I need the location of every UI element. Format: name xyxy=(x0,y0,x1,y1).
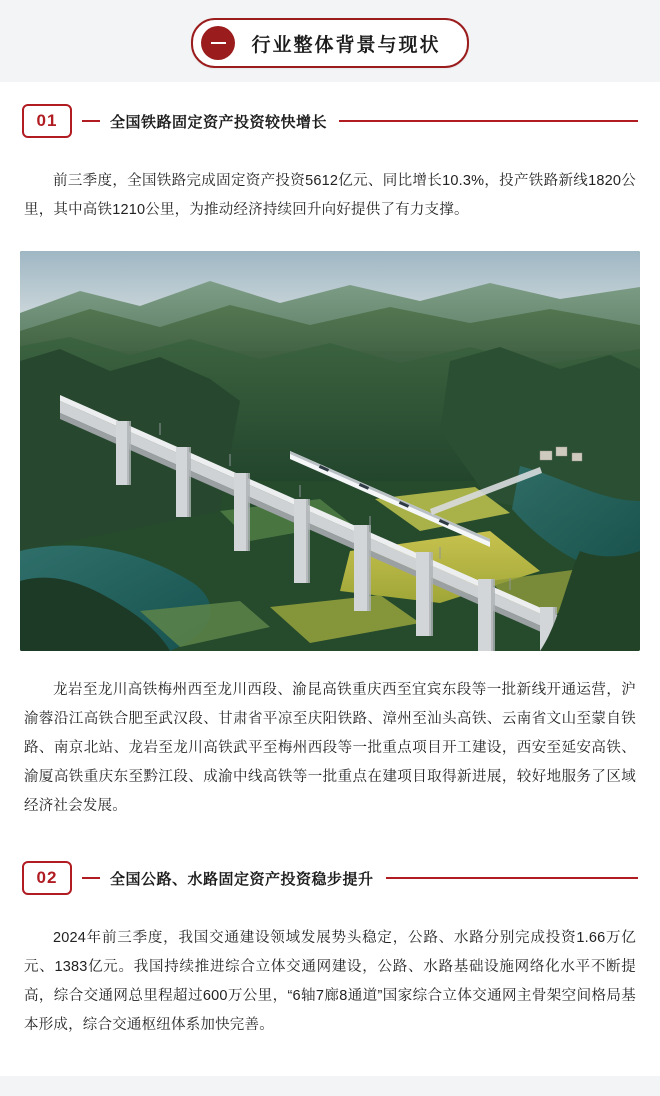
section-title: 全国公路、水路固定资产投资稳步提升 xyxy=(110,870,374,888)
section-number: 01 xyxy=(22,104,72,138)
dash-icon xyxy=(201,26,235,60)
section-divider xyxy=(82,877,100,879)
content-card xyxy=(0,82,660,1076)
section-01-image-wrap xyxy=(0,243,660,655)
section-header-01 xyxy=(0,82,660,142)
railway-bridge-photo xyxy=(20,251,640,651)
section-02-paragraph-1: 2024年前三季度，我国交通建设领域发展势头稳定，公路、水路分别完成投资1.66万亿元、1383亿元。我国持续推进综合立体交通网建设，公路、水路基础设施网络化水平不断提高，综合交通网总里程超过600万公里，“6轴7廊8通道”国家综合立体交通网主骨架空间格局基本形成，综合交通枢纽体系加快完善。 xyxy=(24,929,636,1033)
page-title-banner xyxy=(0,0,660,82)
section-divider-tail xyxy=(386,877,638,879)
section-title: 全国铁路固定资产投资较快增长 xyxy=(110,113,328,131)
title-pill xyxy=(191,18,468,68)
section-divider-tail xyxy=(339,120,638,122)
section-number: 02 xyxy=(22,861,72,895)
section-01-paragraph-2: 龙岩至龙川高铁梅州西至龙川西段、渝昆高铁重庆西至宜宾东段等一批新线开通运营，沪渝蓉沿江高铁合肥至武汉段、甘肃省平凉至庆阳铁路、漳州至汕头高铁、云南省文山至蒙自铁路、南京北站、龙岩至龙川高铁武平至梅州西段等一批重点项目开工建设，西安至延安高铁、渝厦高铁重庆东至黔江段、成渝中线高铁等一批重点在建项目取得新进展，较好地服务了区域经济社会发展。 xyxy=(24,681,636,814)
section-01-paragraph-1: 前三季度，全国铁路完成固定资产投资5612亿元、同比增长10.3%，投产铁路新线1820公里，其中高铁1210公里，为推动经济持续回升向好提供了有力支撑。 xyxy=(24,172,636,218)
section-divider xyxy=(82,120,100,122)
section-header-02 xyxy=(0,839,660,899)
page-title: 行业整体背景与现状 xyxy=(251,34,441,56)
